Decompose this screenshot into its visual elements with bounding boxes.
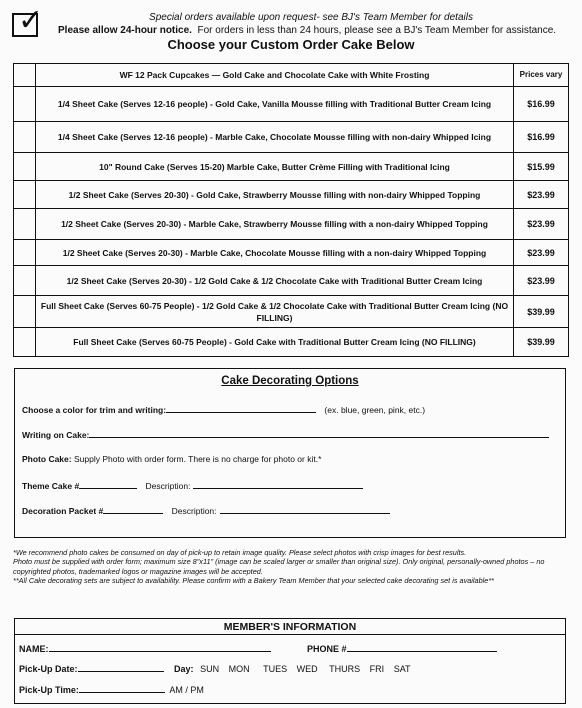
decoration-number-field[interactable] bbox=[103, 504, 163, 514]
day-label: Day: bbox=[174, 664, 194, 674]
writing-label: Writing on Cake: bbox=[22, 430, 90, 440]
writing-row bbox=[22, 428, 549, 440]
footnote-decorating-sets: **All Cake decorating sets are subject to availability. Please confirm with a Bakery Team Member that your selected cake decorating set is available** bbox=[13, 576, 495, 586]
pickup-date-field[interactable] bbox=[78, 662, 164, 672]
theme-number-field[interactable] bbox=[79, 479, 137, 489]
theme-label: Theme Cake # bbox=[22, 481, 80, 491]
photo-label: Photo Cake: bbox=[22, 454, 72, 464]
order-price: $23.99 bbox=[514, 266, 569, 296]
order-row bbox=[14, 266, 569, 296]
special-orders-note: Special orders available upon request- see BJ's Team Member for details bbox=[149, 12, 473, 23]
name-field[interactable] bbox=[49, 642, 271, 652]
order-row bbox=[14, 122, 569, 153]
notice-bold: Please allow 24-hour notice. bbox=[58, 25, 192, 36]
order-row bbox=[14, 328, 569, 357]
page-title: Choose your Custom Order Cake Below bbox=[167, 37, 415, 52]
theme-description-field[interactable] bbox=[193, 479, 363, 489]
order-description: 1/4 Sheet Cake (Serves 12-16 people) - Gold Cake, Vanilla Mousse filling with Traditional Butter Cream Icing bbox=[36, 87, 514, 122]
order-checkbox[interactable] bbox=[14, 328, 36, 357]
phone-label: PHONE # bbox=[307, 644, 347, 654]
pickup-time-row bbox=[19, 683, 204, 695]
day-option-wed[interactable]: WED bbox=[296, 664, 318, 674]
order-row bbox=[14, 153, 569, 181]
order-price: $39.99 bbox=[514, 328, 569, 357]
order-price: $23.99 bbox=[514, 240, 569, 266]
decoration-label: Decoration Packet # bbox=[22, 506, 104, 516]
order-description: WF 12 Pack Cupcakes — Gold Cake and Chocolate Cake with White Frosting bbox=[36, 64, 514, 87]
decorating-title: Cake Decorating Options bbox=[221, 375, 359, 387]
order-description: 1/2 Sheet Cake (Serves 20-30) - 1/2 Gold Cake & 1/2 Chocolate Cake with Traditional Butter Cream Icing bbox=[36, 266, 514, 296]
photo-text: Supply Photo with order form. There is no charge for photo or kit.* bbox=[73, 454, 322, 464]
order-row bbox=[14, 181, 569, 209]
header-checkbox[interactable] bbox=[12, 3, 44, 38]
decoration-row bbox=[22, 504, 390, 516]
order-description: Full Sheet Cake (Serves 60-75 People) - 1/2 Gold Cake & 1/2 Chocolate Cake with Traditional Butter Cream Icing (NO FILLING) bbox=[36, 296, 514, 328]
order-checkbox[interactable] bbox=[14, 181, 36, 209]
order-row bbox=[14, 87, 569, 122]
day-option-mon[interactable]: MON bbox=[228, 664, 250, 674]
footnotes bbox=[13, 548, 568, 586]
pickup-time-label: Pick-Up Time: bbox=[19, 685, 79, 695]
writing-field[interactable] bbox=[89, 428, 549, 438]
order-checkbox[interactable] bbox=[14, 240, 36, 266]
name-label: NAME: bbox=[19, 644, 49, 654]
member-info-title: MEMBER'S INFORMATION bbox=[223, 621, 357, 633]
order-description: Full Sheet Cake (Serves 60-75 People) - Gold Cake with Traditional Butter Cream Icing (NO FILLING) bbox=[36, 328, 514, 357]
order-checkbox[interactable] bbox=[14, 64, 36, 87]
decorating-options-box bbox=[14, 368, 566, 538]
color-label: Choose a color for trim and writing: bbox=[22, 405, 167, 415]
order-description: 1/2 Sheet Cake (Serves 20-30) - Gold Cake, Strawberry Mousse filling with non-dairy Whipped Topping bbox=[36, 181, 514, 209]
order-price: $15.99 bbox=[514, 153, 569, 181]
checkmark-icon: ✓ bbox=[18, 3, 44, 38]
phone-field[interactable] bbox=[347, 642, 497, 652]
order-row bbox=[14, 296, 569, 328]
ampm-option[interactable]: AM / PM bbox=[169, 685, 204, 695]
order-row bbox=[14, 240, 569, 266]
day-option-thurs[interactable]: THURS bbox=[329, 664, 361, 674]
name-row bbox=[19, 642, 497, 654]
day-option-fri[interactable]: FRI bbox=[369, 664, 385, 674]
order-row bbox=[14, 209, 569, 240]
order-checkbox[interactable] bbox=[14, 87, 36, 122]
pickup-time-field[interactable] bbox=[79, 683, 165, 693]
decoration-description-label: Description: bbox=[171, 506, 217, 516]
order-checkbox[interactable] bbox=[14, 266, 36, 296]
order-checkbox[interactable] bbox=[14, 296, 36, 328]
member-info-box bbox=[14, 618, 566, 704]
color-field[interactable] bbox=[166, 403, 316, 413]
photo-row bbox=[22, 454, 321, 464]
notice-rest: For orders in less than 24 hours, please see a BJ's Team Member for assistance. bbox=[197, 25, 557, 36]
color-row bbox=[22, 403, 425, 415]
order-checkbox[interactable] bbox=[14, 153, 36, 181]
pickup-date-row bbox=[19, 662, 411, 674]
footnote-photo-rules: Photo must be supplied with order form; maximum size 8"x11" (image can be scaled larger or smaller than original size). Only original, personally-owned photos – no copyrighted photos, trademarked logos or magazine images will be accepted. bbox=[13, 557, 545, 576]
color-hint: (ex. blue, green, pink, etc.) bbox=[324, 405, 426, 415]
pickup-date-label: Pick-Up Date: bbox=[19, 664, 78, 674]
order-table bbox=[13, 63, 569, 357]
order-price: Prices vary bbox=[514, 64, 569, 87]
order-price: $39.99 bbox=[514, 296, 569, 328]
day-option-sun[interactable]: SUN bbox=[200, 664, 220, 674]
theme-row bbox=[22, 479, 363, 491]
order-price: $16.99 bbox=[514, 87, 569, 122]
order-description: 10" Round Cake (Serves 15-20) Marble Cake, Butter Crème Filling with Traditional Icing bbox=[36, 153, 514, 181]
order-description: 1/2 Sheet Cake (Serves 20-30) - Marble Cake, Chocolate Mousse filling with a non-dairy Whipped Topping bbox=[36, 240, 514, 266]
decoration-description-field[interactable] bbox=[220, 504, 390, 514]
theme-description-label: Description: bbox=[145, 481, 191, 491]
order-checkbox[interactable] bbox=[14, 209, 36, 240]
order-description: 1/2 Sheet Cake (Serves 20-30) - Marble Cake, Strawberry Mousse filling with a non-dairy Whipped Topping bbox=[36, 209, 514, 240]
order-price: $16.99 bbox=[514, 122, 569, 153]
member-title-divider bbox=[15, 634, 565, 635]
day-option-tues[interactable]: TUES bbox=[263, 664, 288, 674]
notice-line bbox=[58, 25, 556, 36]
order-checkbox[interactable] bbox=[14, 122, 36, 153]
order-description: 1/4 Sheet Cake (Serves 12-16 people) - Marble Cake, Chocolate Mousse filling with non-dairy Whipped Icing bbox=[36, 122, 514, 153]
order-price: $23.99 bbox=[514, 209, 569, 240]
order-price: $23.99 bbox=[514, 181, 569, 209]
day-option-sat[interactable]: SAT bbox=[393, 664, 411, 674]
order-row bbox=[14, 64, 569, 87]
footnote-photo-quality: *We recommend photo cakes be consumed on day of pick-up to retain image quality. Please select photos with crisp images for best results. bbox=[13, 548, 467, 557]
